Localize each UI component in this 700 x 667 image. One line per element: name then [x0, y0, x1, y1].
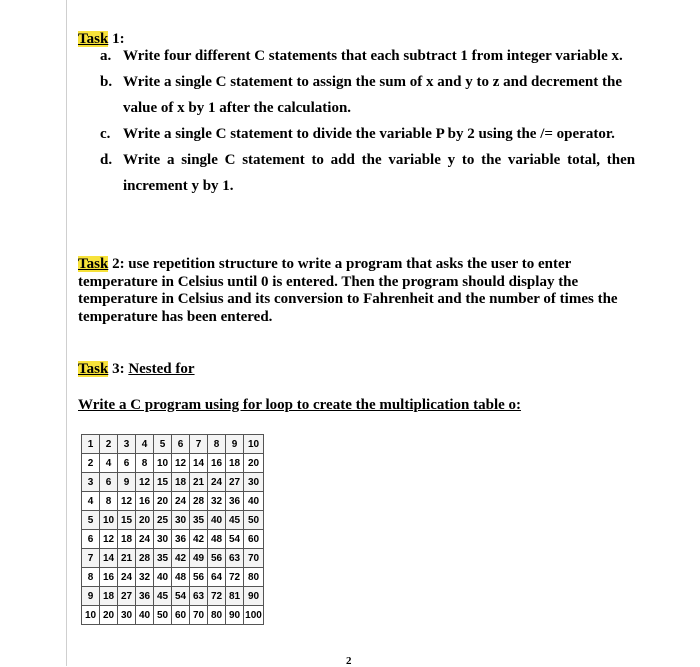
table-cell: 24 — [118, 568, 136, 587]
table-cell: 10 — [154, 454, 172, 473]
table-cell: 56 — [190, 568, 208, 587]
task2-text: : use repetition structure to write a program that asks the user to enter temperature in Celsius until 0 is entered. Then the program should display the temperature in Celsius and its conversion to Fahrenheit and the number of times the temperature has been entered. — [78, 256, 618, 325]
table-cell: 4 — [82, 492, 100, 511]
table-cell: 21 — [190, 473, 208, 492]
task2-label: Task — [78, 256, 109, 272]
table-cell: 56 — [208, 549, 226, 568]
table-cell: 30 — [172, 511, 190, 530]
table-cell: 60 — [172, 606, 190, 625]
table-cell: 64 — [208, 568, 226, 587]
table-cell: 8 — [100, 492, 118, 511]
table-cell: 32 — [208, 492, 226, 511]
table-row — [82, 568, 264, 587]
table-row — [82, 606, 264, 625]
task3-label: Task — [78, 361, 109, 377]
table-cell: 18 — [226, 454, 244, 473]
table-cell: 42 — [172, 549, 190, 568]
table-cell: 10 — [82, 606, 100, 625]
table-cell: 30 — [154, 530, 172, 549]
table-cell: 4 — [136, 435, 154, 454]
item-text: Write a single C statement to add the variable y to the variable total, then — [123, 152, 636, 168]
table-cell: 50 — [154, 606, 172, 625]
table-cell: 70 — [190, 606, 208, 625]
table-cell: 8 — [82, 568, 100, 587]
table-cell: 5 — [82, 511, 100, 530]
table-cell: 28 — [136, 549, 154, 568]
task3-heading — [78, 361, 195, 378]
table-cell: 2 — [82, 454, 100, 473]
task3-number: 3 — [108, 361, 120, 377]
table-cell: 35 — [190, 511, 208, 530]
table-cell: 10 — [100, 511, 118, 530]
table-cell: 27 — [118, 587, 136, 606]
table-cell: 6 — [172, 435, 190, 454]
table-cell: 9 — [226, 435, 244, 454]
table-cell: 18 — [100, 587, 118, 606]
table-row — [82, 473, 264, 492]
table-cell: 16 — [208, 454, 226, 473]
table-cell: 54 — [226, 530, 244, 549]
table-cell: 12 — [100, 530, 118, 549]
table-cell: 12 — [172, 454, 190, 473]
task3-title: Nested for — [128, 361, 195, 377]
table-cell: 40 — [154, 568, 172, 587]
table-cell: 2 — [100, 435, 118, 454]
table-row — [82, 492, 264, 511]
table-cell: 7 — [82, 549, 100, 568]
table-cell: 10 — [244, 435, 264, 454]
table-cell: 20 — [244, 454, 264, 473]
task1-heading — [78, 31, 125, 48]
multiplication-table — [81, 434, 264, 625]
table-cell: 81 — [226, 587, 244, 606]
table-cell: 80 — [208, 606, 226, 625]
table-row — [82, 549, 264, 568]
task2-paragraph — [78, 256, 626, 326]
table-cell: 6 — [118, 454, 136, 473]
table-cell: 100 — [244, 606, 264, 625]
table-cell: 48 — [172, 568, 190, 587]
table-cell: 20 — [100, 606, 118, 625]
table-cell: 15 — [154, 473, 172, 492]
table-cell: 20 — [154, 492, 172, 511]
table-cell: 45 — [154, 587, 172, 606]
task1-number: 1: — [108, 31, 125, 47]
table-cell: 18 — [118, 530, 136, 549]
table-row — [82, 454, 264, 473]
table-cell: 28 — [190, 492, 208, 511]
table-cell: 36 — [172, 530, 190, 549]
table-cell: 16 — [100, 568, 118, 587]
table-cell: 72 — [208, 587, 226, 606]
task1-label: Task — [78, 31, 109, 47]
table-cell: 36 — [136, 587, 154, 606]
table-cell: 15 — [118, 511, 136, 530]
table-cell: 12 — [118, 492, 136, 511]
item-letter: c. — [100, 126, 111, 142]
table-cell: 48 — [208, 530, 226, 549]
table-cell: 18 — [172, 473, 190, 492]
table-cell: 24 — [172, 492, 190, 511]
table-cell: 8 — [136, 454, 154, 473]
table-cell: 36 — [226, 492, 244, 511]
item-text: Write a single C statement to divide the variable P by 2 using the /= operator. — [123, 126, 615, 142]
table-row — [82, 587, 264, 606]
table-cell: 24 — [136, 530, 154, 549]
item-text: Write four different C statements that each subtract 1 from integer variable x. — [123, 48, 623, 64]
table-cell: 16 — [136, 492, 154, 511]
table-cell: 32 — [136, 568, 154, 587]
table-cell: 30 — [118, 606, 136, 625]
table-cell: 42 — [190, 530, 208, 549]
table-cell: 80 — [244, 568, 264, 587]
item-letter: b. — [100, 74, 113, 90]
table-cell: 27 — [226, 473, 244, 492]
table-cell: 54 — [172, 587, 190, 606]
table-cell: 6 — [100, 473, 118, 492]
table-row — [82, 511, 264, 530]
table-cell: 21 — [118, 549, 136, 568]
page-number: 2 — [346, 655, 352, 667]
table-caption: Write a C program using for loop to create the multiplication table o: — [78, 397, 522, 413]
item-text: Write a single C statement to assign the sum of x and y to z and decrement the — [123, 74, 622, 90]
table-cell: 60 — [244, 530, 264, 549]
table-cell: 20 — [136, 511, 154, 530]
table-cell: 40 — [244, 492, 264, 511]
item-letter: a. — [100, 48, 112, 64]
page-margin-line — [66, 0, 67, 666]
table-cell: 63 — [190, 587, 208, 606]
table-cell: 25 — [154, 511, 172, 530]
table-cell: 40 — [208, 511, 226, 530]
table-cell: 72 — [226, 568, 244, 587]
table-cell: 30 — [244, 473, 264, 492]
table-cell: 6 — [82, 530, 100, 549]
task1-item-b-continuation: value of x by 1 after the calculation. — [123, 100, 352, 116]
table-cell: 4 — [100, 454, 118, 473]
table-cell: 90 — [244, 587, 264, 606]
table-cell: 1 — [82, 435, 100, 454]
table-cell: 49 — [190, 549, 208, 568]
table-cell: 9 — [82, 587, 100, 606]
table-cell: 70 — [244, 549, 264, 568]
table-cell: 5 — [154, 435, 172, 454]
table-cell: 90 — [226, 606, 244, 625]
table-cell: 3 — [118, 435, 136, 454]
table-cell: 7 — [190, 435, 208, 454]
table-cell: 45 — [226, 511, 244, 530]
table-cell: 24 — [208, 473, 226, 492]
table-cell: 35 — [154, 549, 172, 568]
table-cell: 9 — [118, 473, 136, 492]
table-row — [82, 435, 264, 454]
task2-number: 2 — [108, 256, 120, 272]
table-cell: 14 — [100, 549, 118, 568]
task1-item-d-continuation: increment y by 1. — [123, 178, 234, 194]
table-cell: 50 — [244, 511, 264, 530]
table-cell: 63 — [226, 549, 244, 568]
table-cell: 3 — [82, 473, 100, 492]
table-cell: 12 — [136, 473, 154, 492]
table-row — [82, 530, 264, 549]
task3-separator: : — [119, 361, 129, 377]
table-cell: 40 — [136, 606, 154, 625]
table-cell: 14 — [190, 454, 208, 473]
table-cell: 8 — [208, 435, 226, 454]
item-letter: d. — [100, 152, 113, 168]
